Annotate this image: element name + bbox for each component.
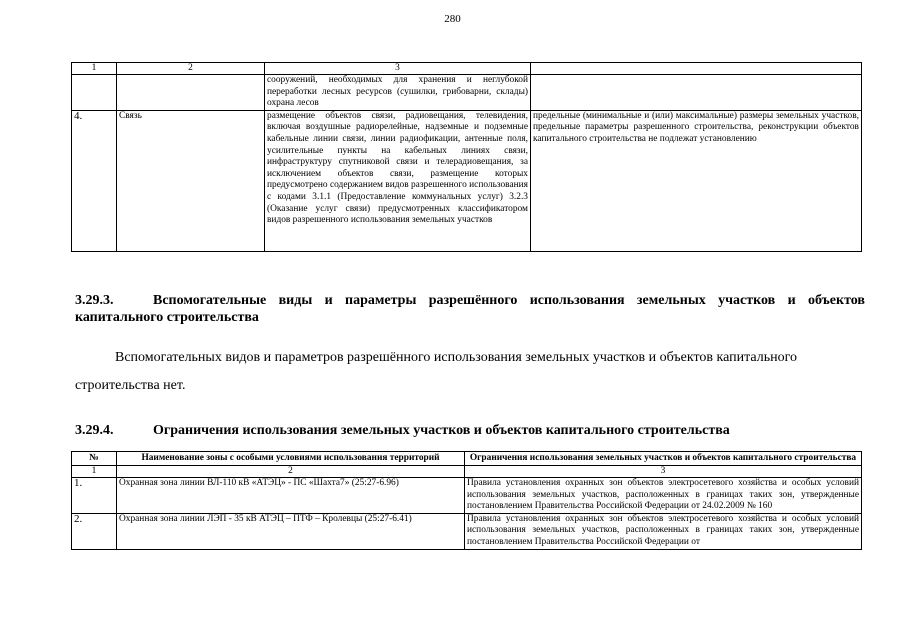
- header-zone: Наименование зоны с особыми условиями использования территорий: [117, 452, 465, 466]
- header-number: №: [72, 452, 117, 466]
- row-number: 4.: [72, 110, 117, 251]
- zone-name: Охранная зона линии ВЛ-110 кВ «АТЭЦ» - ПС «Шахта7» (25:27-6.96): [117, 478, 465, 514]
- page-number: 280: [444, 13, 461, 25]
- col-number-4: [531, 63, 862, 75]
- col-number-1: 1: [72, 466, 117, 478]
- table-row: [72, 110, 862, 251]
- col-number-2: 2: [117, 63, 265, 75]
- col-number-1: 1: [72, 63, 117, 75]
- table-header-row: [72, 452, 862, 466]
- section-body-line2: строительства нет.: [75, 378, 186, 393]
- row-number: 2.: [72, 513, 117, 549]
- zone-restriction: Правила установления охранных зон объектов электросетевого хозяйства и особых условий использования земельных участков, расположенных в границах таких зон, утвержденные постановлением Правительства Российской Федерации от 24.02.2009 № 160: [465, 478, 862, 514]
- restrictions-table: [71, 451, 862, 550]
- col-number-2: 2: [117, 466, 465, 478]
- section-heading-3293: 3.29.3. Вспомогательные виды и параметры разрешённого использования земельных участков и объектов капитального строительства: [75, 293, 865, 325]
- land-use-name: Связь: [117, 110, 265, 251]
- table-column-numbers: [72, 466, 862, 478]
- row-number: 1.: [72, 478, 117, 514]
- section-body-line1: Вспомогательных видов и параметров разрешённого использования земельных участков и объектов капитального: [115, 350, 798, 365]
- table-row: [72, 478, 862, 514]
- table-row: [72, 75, 862, 111]
- col-number-3: 3: [265, 63, 531, 75]
- section-heading-3294: 3.29.4. Ограничения использования земельных участков и объектов капитального строительства: [75, 423, 730, 438]
- zone-restriction: Правила установления охранных зон объектов электросетевого хозяйства и особых условий использования земельных участков, расположенных в границах таких зон, утвержденные постановлением Правительства Российской Федерации от: [465, 513, 862, 549]
- land-use-params: предельные (минимальные и (или) максимальные) размеры земельных участков, предельные параметры разрешенного строительства, реконструкции объектов капитального строительства не подлежат установлению: [531, 110, 862, 251]
- col-number-3: 3: [465, 466, 862, 478]
- continuation-text: сооружений, необходимых для хранения и неглубокой переработки лесных ресурсов (сушилки, грибоварни, склады) охрана лесов: [265, 75, 531, 111]
- table-column-numbers: [72, 63, 862, 75]
- table-row: [72, 513, 862, 549]
- zone-name: Охранная зона линии ЛЭП - 35 кВ АТЭЦ – ПТФ – Кролевцы (25:27-6.41): [117, 513, 465, 549]
- land-use-description: размещение объектов связи, радиовещания, телевидения, включая воздушные радиорелейные, надземные и подземные кабельные линии связи, линии радиофикации, антенные поля, усилительные пункты на кабельных линиях связи, инфраструктуру спутниковой связи и телерадиовещания, за исключением объектов связи, размещение которых предусмотрено содержанием видов разрешенного использования с кодами 3.1.1 (Предоставление коммунальных услуг) 3.2.3 (Оказание услуг связи) предусмотренных классификатором видов разрешенного использования земельных участков: [265, 110, 531, 251]
- land-use-table: [71, 62, 862, 252]
- header-restriction: Ограничения использования земельных участков и объектов капитального строительства: [465, 452, 862, 466]
